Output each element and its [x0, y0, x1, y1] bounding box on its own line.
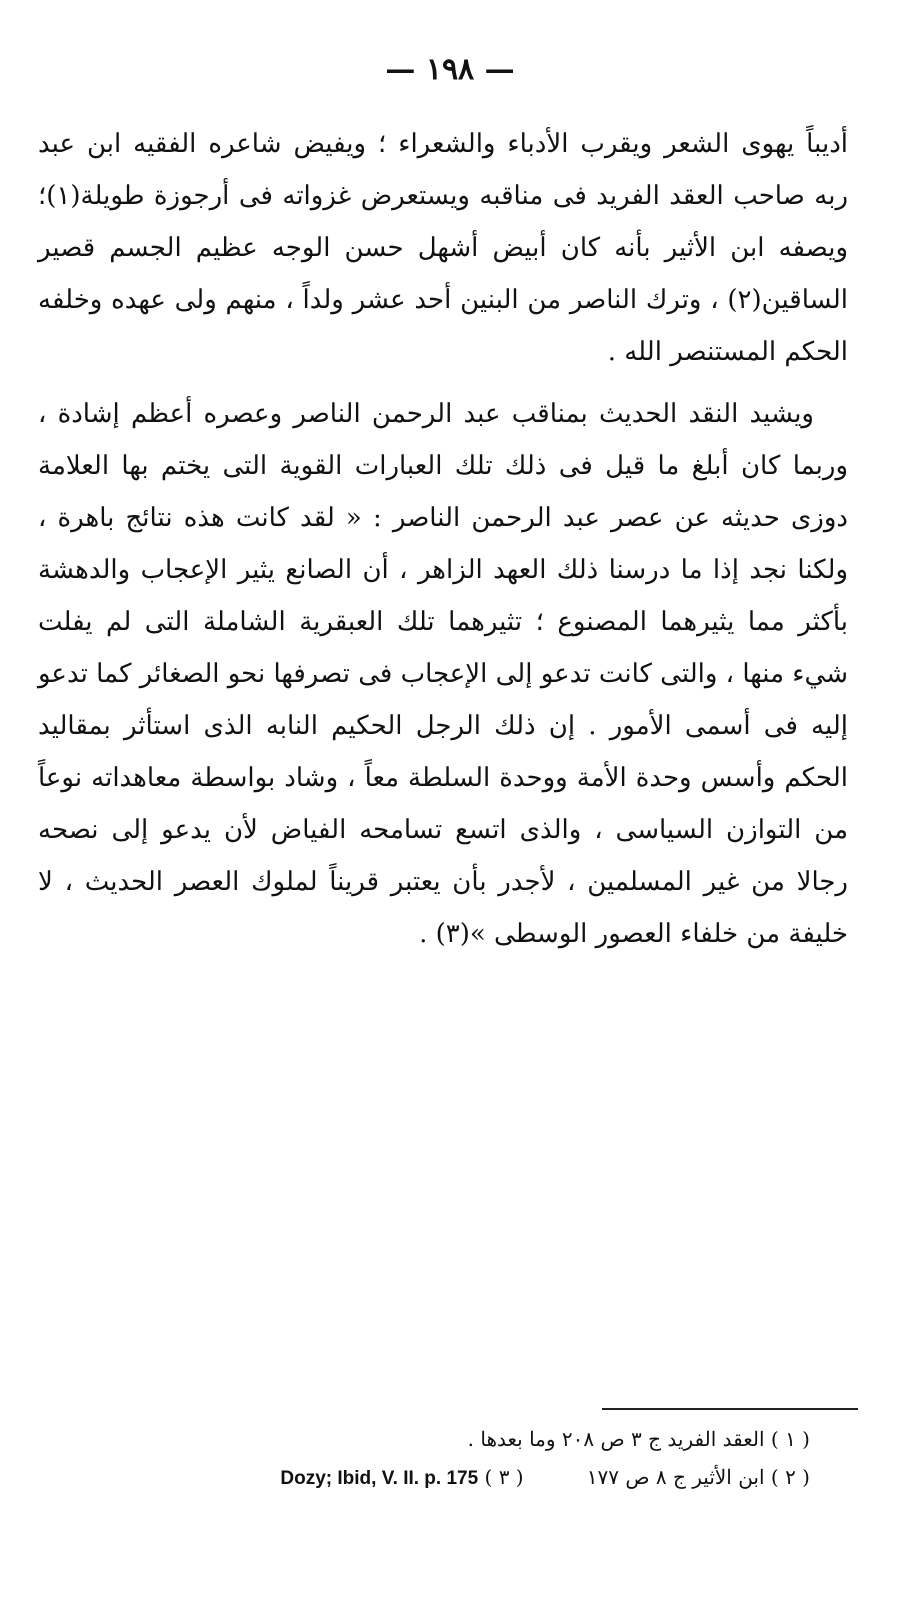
footnote-row-2	[110, 1458, 810, 1498]
footnote-1: ( ١ ) العقد الفريد ج ٣ ص ٢٠٨ وما بعدها .	[467, 1427, 810, 1451]
footnote-3	[280, 1458, 580, 1498]
main-text	[38, 118, 848, 960]
paragraph-1: أديباً يهوى الشعر ويقرب الأدباء والشعراء ؛ ويفيض شاعره الفقيه ابن عبد ربه صاحب العقد الفريد فى مناقبه ويستعرض غزواته فى أرجوزة طويلة(١)؛ ويصفه ابن الأثير بأنه كان أبيض أشهل حسن الوجه عظيم الجسم قصير الساقين(٢) ، وترك الناصر من البنين أحد عشر ولداً ، منهم ولى عهده وخلفه الحكم المستنصر الله .	[38, 129, 848, 367]
footnote-3-reference: Dozy; Ibid, V. II. p. 175	[280, 1468, 479, 1489]
paragraph-2: ويشيد النقد الحديث بمناقب عبد الرحمن الناصر وعصره أعظم إشادة ، وربما كان أبلغ ما قيل فى ذلك تلك العبارات القوية التى يختم بها العلامة دوزى حديثه عن عصر عبد الرحمن الناصر : « لقد كانت هذه نتائج باهرة ، ولكنا نجد إذا ما درسنا ذلك العهد الزاهر ، أن الصانع يثير الإعجاب والدهشة بأكثر مما يثيرهما المصنوع ؛ تثيرهما تلك العبقرية الشاملة التى لم يفلت شيء منها ، والتى كانت تدعو إلى الإعجاب فى تصرفها نحو الصغائر كما تدعو إليه فى أسمى الأمور . إن ذلك الرجل الحكيم النابه الذى استأثر بمقاليد الحكم وأسس وحدة الأمة ووحدة السلطة معاً ، وشاد بواسطة معاهداته نوعاً من التوازن السياسى ، والذى اتسع تسامحه الفياض لأن يدعو إلى نصحه رجالا من غير المسلمين ، لأجدر بأن يعتبر قريناً لملوك العصر الحديث ، لا خليفة من خلفاء العصور الوسطى »(٣) .	[38, 399, 848, 949]
footnote-2: ( ٢ ) ابن الأثير ج ٨ ص ١٧٧	[586, 1465, 810, 1489]
page-number: — ١٩٨ —	[385, 52, 515, 87]
footnote-3-number: ( ٣ )	[484, 1465, 524, 1489]
footnotes	[110, 1420, 810, 1498]
footnote-divider	[602, 1408, 858, 1410]
